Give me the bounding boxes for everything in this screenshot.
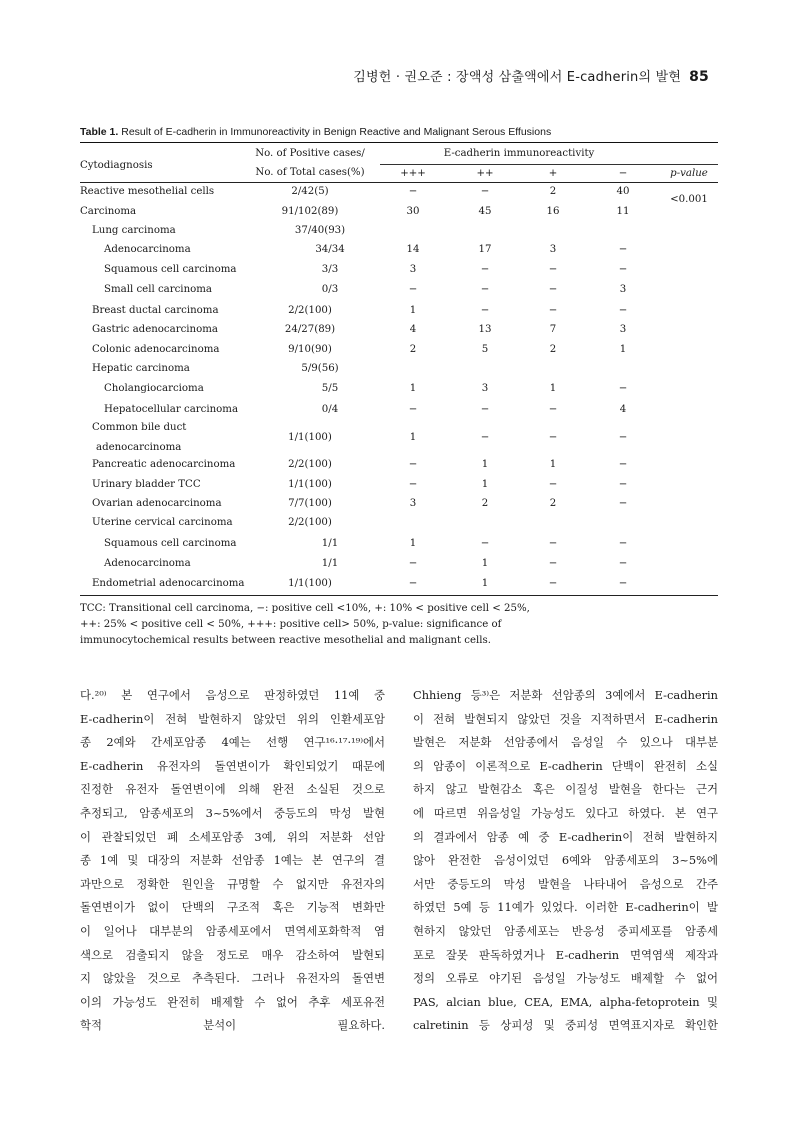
row-grade-value: −	[480, 432, 490, 443]
body-text-line: 이 일어나 대부분의 암종세포에서 면역세포화학적 염	[80, 923, 385, 938]
row-positive-cases: 1/1(100)	[288, 432, 332, 443]
row-grade-value: −	[548, 538, 558, 549]
table-footnote	[80, 601, 720, 649]
row-grade-value: −	[548, 558, 558, 569]
row-grade-value: −	[480, 404, 490, 415]
body-column-right	[413, 684, 718, 1038]
body-text-line: 이의 가능성도 완전히 배제할 수 없어 추후 세포유전	[80, 994, 385, 1009]
row-grade-value: −	[548, 305, 558, 316]
row-name: Pancreatic adenocarcinoma	[92, 459, 236, 470]
row-name: Ovarian adenocarcinoma	[92, 498, 222, 509]
header-grade-3plus: +++	[400, 168, 426, 179]
body-text-line: 의 결과에서 암종 예 중 E-cadherin이 전혀 발현하지	[413, 829, 718, 844]
row-grade-value: −	[480, 264, 490, 275]
body-text-line: 정의 오류로 야기된 음성일 가능성도 배제할 수 없어	[413, 971, 718, 986]
table-header-rule	[80, 182, 718, 183]
body-text-line: E-cadherin이 전혀 발현하지 않았던 위의 인환세포암	[80, 711, 385, 726]
row-grade-value: 3	[481, 383, 489, 394]
body-text-line: 돌연변이가 없이 단백의 구조적 혹은 기능적 변화만	[80, 900, 385, 915]
row-grade-value: −	[408, 558, 418, 569]
row-positive-cases: 34/34	[315, 244, 345, 255]
row-grade-value: 1	[481, 578, 489, 589]
row-grade-value: −	[408, 459, 418, 470]
header-grade-negative: −	[618, 168, 628, 179]
body-text-line: calretinin 등 상피성 및 중피성 면역표지자로 확인한	[413, 1018, 718, 1033]
header-ecadherin-group: E-cadherin immunoreactivity	[443, 148, 595, 159]
body-text-line: 이 전혀 발현되지 않았던 것을 지적하면서 E-cadherin	[413, 711, 718, 726]
row-grade-value: −	[618, 558, 628, 569]
row-name: Breast ductal carcinoma	[92, 305, 219, 316]
header-positive-line1: No. of Positive cases/	[255, 148, 365, 159]
row-grade-value: 4	[409, 324, 417, 335]
row-name: Reactive mesothelial cells	[80, 186, 215, 197]
row-grade-value: 2	[481, 498, 489, 509]
body-text-line: 색으로 검출되지 않을 정도로 매우 감소하여 발현되	[80, 947, 385, 962]
body-text-line: 발현은 저분화 선암종에서 음성일 수 있으나 대부분	[413, 735, 718, 750]
row-positive-cases: 1/1	[321, 558, 339, 569]
row-name: Adenocarcinoma	[104, 558, 191, 569]
row-grade-value: 1	[409, 432, 417, 443]
row-positive-cases: 0/4	[321, 404, 339, 415]
row-grade-value: 1	[549, 383, 557, 394]
row-name: Small cell carcinoma	[104, 284, 212, 295]
body-text-line: 추정되고, 암종세포의 3~5%에서 중등도의 막성 발현	[80, 805, 385, 820]
row-grade-value: 2	[549, 186, 557, 197]
row-grade-value: 1	[481, 558, 489, 569]
row-grade-value: 3	[409, 264, 417, 275]
row-name: Squamous cell carcinoma	[104, 538, 237, 549]
row-positive-cases: 91/102(89)	[281, 206, 339, 217]
footnote-line: TCC: Transitional cell carcinoma, −: positive cell <10%, +: 10% < positive cell < 25%,	[80, 603, 530, 614]
body-text-line: 의 암종이 이론적으로 E-cadherin 단백이 완전히 소실	[413, 758, 718, 773]
row-grade-value: −	[480, 305, 490, 316]
footnote-line: ++: 25% < positive cell < 50%, +++: positive cell> 50%, p-value: significance of	[80, 619, 502, 630]
table-bottom-rule	[80, 595, 718, 596]
pvalue-cell: <0.001	[670, 194, 708, 205]
row-positive-cases: 2/2(100)	[288, 459, 332, 470]
row-grade-value: −	[618, 578, 628, 589]
row-grade-value: −	[408, 284, 418, 295]
row-name: Gastric adenocarcinoma	[92, 324, 218, 335]
body-text-line: 현하지 않았던 암종세포는 반응성 중피세포를 암종세	[413, 923, 718, 938]
body-text-line: PAS, alcian blue, CEA, EMA, alpha-fetoprotein 및	[413, 994, 718, 1009]
header-positive-line2: No. of Total cases(%)	[255, 167, 365, 178]
row-grade-value: 1	[409, 305, 417, 316]
row-grade-value: −	[618, 479, 628, 490]
row-grade-value: 4	[619, 404, 627, 415]
row-name: Adenocarcinoma	[104, 244, 191, 255]
row-grade-value: 11	[616, 206, 630, 217]
row-grade-value: −	[618, 498, 628, 509]
row-grade-value: 5	[481, 344, 489, 355]
row-grade-value: 16	[546, 206, 560, 217]
row-positive-cases: 3/3	[321, 264, 339, 275]
table-top-rule	[80, 142, 718, 143]
row-grade-value: −	[618, 264, 628, 275]
row-grade-value: 40	[616, 186, 630, 197]
body-text-line: 학적 분석이 필요하다.	[80, 1018, 385, 1033]
row-grade-value: −	[548, 264, 558, 275]
page-number: 85	[689, 69, 709, 85]
row-grade-value: 3	[409, 498, 417, 509]
row-grade-value: 1	[409, 383, 417, 394]
row-positive-cases: 5/9(56)	[301, 363, 339, 374]
row-grade-value: −	[480, 284, 490, 295]
row-grade-value: 30	[406, 206, 420, 217]
body-text-line: 진정한 유전자 돌연변이에 의해 완전 소실된 것으로	[80, 782, 385, 797]
body-text-line: E-cadherin 유전자의 돌연변이가 확인되었기 때문에	[80, 758, 385, 773]
header-pvalue: p-value	[670, 168, 708, 179]
row-grade-value: 3	[549, 244, 557, 255]
row-name: Common bile duct	[92, 422, 187, 433]
header-group-rule	[380, 164, 718, 165]
row-positive-cases: 1/1(100)	[288, 578, 332, 589]
table-label: Table 1.	[80, 126, 119, 138]
row-grade-value: −	[408, 186, 418, 197]
row-positive-cases: 24/27(89)	[284, 324, 336, 335]
body-text-line: 하지 않고 발현감소 혹은 이질성 발현을 한다는 근거	[413, 782, 718, 797]
row-grade-value: 17	[478, 244, 492, 255]
row-grade-value: −	[480, 186, 490, 197]
row-grade-value: 2	[549, 498, 557, 509]
row-positive-cases: 0/3	[321, 284, 339, 295]
row-positive-cases: 2/42(5)	[291, 186, 329, 197]
row-grade-value: 2	[549, 344, 557, 355]
row-grade-value: −	[548, 404, 558, 415]
body-text-line: 서만 중등도의 막성 발현을 나타내어 음성으로 간주	[413, 876, 718, 891]
header-grade-2plus: ++	[476, 168, 494, 179]
row-grade-value: −	[548, 479, 558, 490]
row-grade-value: 1	[549, 459, 557, 470]
body-text-line: 지 않았을 것으로 추측된다. 그러나 유전자의 돌연변	[80, 971, 385, 986]
row-grade-value: 1	[619, 344, 627, 355]
row-grade-value: 3	[619, 284, 627, 295]
body-text-line: 이 관찰되었던 폐 소세포암종 3예, 위의 저분화 선암	[80, 829, 385, 844]
row-name: Carcinoma	[80, 206, 137, 217]
header-grade-1plus: +	[548, 168, 558, 179]
footnote-line: immunocytochemical results between reactive mesothelial and malignant cells.	[80, 635, 492, 646]
body-text-line: Chhieng 등³⁾은 저분화 선암종의 3예에서 E-cadherin	[413, 688, 718, 702]
running-head	[353, 66, 709, 85]
body-text-line: 에 따르면 위음성일 가능성도 있다고 하였다. 본 연구	[413, 805, 718, 820]
row-grade-value: −	[408, 479, 418, 490]
body-text-line: 포로 잘못 판독하였거나 E-cadherin 면역염색 제작과	[413, 947, 718, 962]
row-positive-cases: 9/10(90)	[288, 344, 332, 355]
row-positive-cases: 37/40(93)	[294, 225, 346, 236]
row-grade-value: −	[408, 404, 418, 415]
row-name: Lung carcinoma	[92, 225, 176, 236]
row-grade-value: −	[618, 383, 628, 394]
row-name: Urinary bladder TCC	[92, 479, 201, 490]
row-grade-value: −	[618, 538, 628, 549]
row-positive-cases: 5/5	[321, 383, 339, 394]
row-positive-cases: 2/2(100)	[288, 517, 332, 528]
row-name: Cholangiocarcioma	[104, 383, 204, 394]
row-grade-value: −	[408, 578, 418, 589]
row-positive-cases: 2/2(100)	[288, 305, 332, 316]
body-column-left	[80, 684, 385, 1038]
row-grade-value: 3	[619, 324, 627, 335]
body-text-line: 종 1예 및 대장의 저분화 선암종 1예는 본 연구의 결	[80, 853, 385, 868]
row-grade-value: 13	[478, 324, 492, 335]
row-grade-value: −	[618, 305, 628, 316]
body-text-line: 하였던 5예 등 11예가 있었다. 이러한 E-cadherin이 발	[413, 900, 718, 915]
row-grade-value: −	[548, 284, 558, 295]
row-positive-cases: 1/1	[321, 538, 339, 549]
row-grade-value: −	[618, 432, 628, 443]
row-grade-value: 14	[406, 244, 420, 255]
row-grade-value: 2	[409, 344, 417, 355]
row-name: Hepatocellular carcinoma	[104, 404, 239, 415]
row-grade-value: −	[548, 432, 558, 443]
row-grade-value: 1	[481, 479, 489, 490]
row-name: Squamous cell carcinoma	[104, 264, 237, 275]
row-grade-value: 45	[478, 206, 492, 217]
row-grade-value: 1	[409, 538, 417, 549]
row-grade-value: −	[548, 578, 558, 589]
body-text-line: 종 2예와 간세포암종 4예는 선행 연구¹⁶·¹⁷·¹⁹⁾에서	[80, 735, 385, 750]
row-name: Colonic adenocarcinoma	[92, 344, 220, 355]
row-grade-value: −	[618, 244, 628, 255]
row-positive-cases: 1/1(100)	[288, 479, 332, 490]
row-positive-cases: 7/7(100)	[288, 498, 332, 509]
row-grade-value: −	[618, 459, 628, 470]
body-text-line: 않아 완전한 음성이었던 6예와 암종세포의 3~5%에	[413, 853, 718, 868]
header-cytodiagnosis: Cytodiagnosis	[80, 160, 153, 171]
row-grade-value: 1	[481, 459, 489, 470]
row-name: Uterine cervical carcinoma	[92, 517, 233, 528]
table-caption	[80, 126, 551, 138]
row-name-cont: adenocarcinoma	[96, 442, 182, 453]
table-caption-text: Result of E-cadherin in Immunoreactivity in Benign Reactive and Malignant Serous Effusions	[121, 126, 552, 138]
row-name: Hepatic carcinoma	[92, 363, 190, 374]
body-text-line: 과만으로 정확한 원인을 규명할 수 없지만 유전자의	[80, 876, 385, 891]
row-grade-value: −	[480, 538, 490, 549]
body-text-line: 다.²⁰⁾ 본 연구에서 음성으로 판정하였던 11예 중	[80, 688, 385, 702]
row-name: Endometrial adenocarcinoma	[92, 578, 245, 589]
running-title: 김병헌 · 권오준 : 장액성 삼출액에서 E-cadherin의 발현	[353, 70, 682, 85]
row-grade-value: 7	[549, 324, 557, 335]
